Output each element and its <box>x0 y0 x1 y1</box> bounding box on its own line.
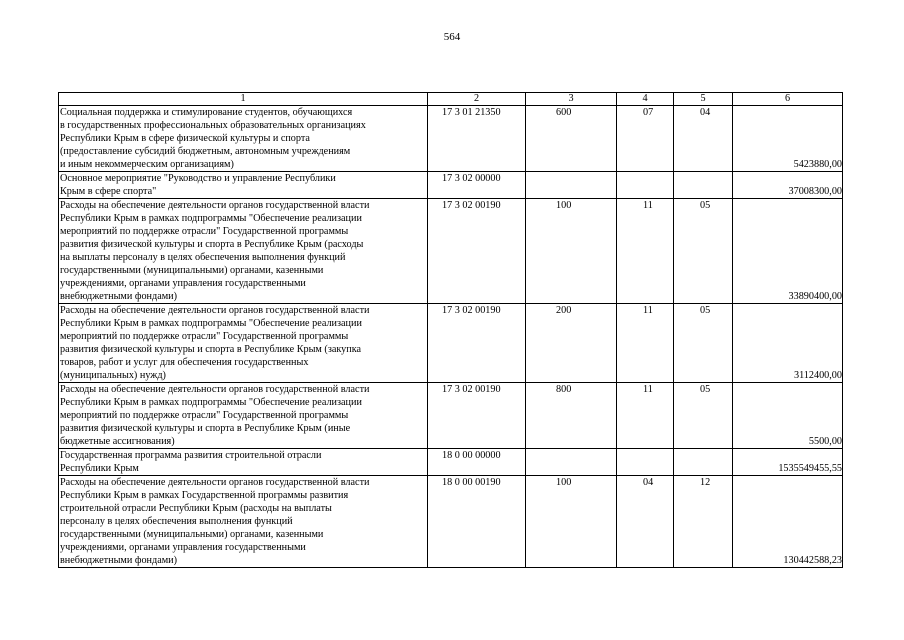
row-name-line: развития физической культуры и спорта в Республике Крым (расходы <box>60 239 364 250</box>
table-row <box>59 383 843 449</box>
row-c3-cell: 100 <box>526 476 617 568</box>
table-row <box>59 106 843 172</box>
row-c3-cell <box>526 449 617 476</box>
row-c5-cell: 04 <box>674 106 733 172</box>
row-name-line: развития физической культуры и спорта в Республике Крым (иные <box>60 423 351 434</box>
row-name-line: Расходы на обеспечение деятельности органов государственной власти <box>60 200 370 211</box>
row-name-cell <box>59 172 428 199</box>
row-name-line: бюджетные ассигнования) <box>60 436 175 447</box>
row-c3-cell <box>526 172 617 199</box>
row-name-line: персоналу в целях обеспечения выполнения функций <box>60 516 293 527</box>
row-c5-cell <box>674 172 733 199</box>
row-amount-cell: 130442588,23 <box>733 476 843 568</box>
row-name-line: Расходы на обеспечение деятельности органов государственной власти <box>60 477 370 488</box>
table-row <box>59 476 843 568</box>
row-c3-cell: 800 <box>526 383 617 449</box>
row-name-line: внебюджетными фондами) <box>60 555 178 566</box>
table-row <box>59 449 843 476</box>
row-c3-cell: 200 <box>526 304 617 383</box>
row-name-line: в государственных профессиональных образовательных организациях <box>60 120 366 131</box>
row-name-line: товаров, работ и услуг для обеспечения государственных <box>60 357 309 368</box>
row-name-line: Социальная поддержка и стимулирование студентов, обучающихся <box>60 107 353 118</box>
row-name-line: Основное мероприятие "Руководство и управление Республики <box>60 173 336 184</box>
row-code-cell: 17 3 02 00190 <box>428 383 526 449</box>
row-name-line: Крым в сфере спорта" <box>60 186 157 197</box>
row-amount-cell: 3112400,00 <box>733 304 843 383</box>
table-row <box>59 304 843 383</box>
header-cell: 1 <box>59 93 428 106</box>
row-name-cell <box>59 476 428 568</box>
row-name-line: Республики Крым в рамках подпрограммы "Обеспечение реализации <box>60 213 362 224</box>
row-c5-cell: 05 <box>674 383 733 449</box>
row-code-cell: 17 3 02 00000 <box>428 172 526 199</box>
row-code-cell: 17 3 01 21350 <box>428 106 526 172</box>
header-cell: 4 <box>617 93 674 106</box>
row-c4-cell: 11 <box>617 383 674 449</box>
header-row <box>59 93 843 106</box>
row-name-line: и иным некоммерческим организациям) <box>60 159 234 170</box>
row-code-cell: 18 0 00 00000 <box>428 449 526 476</box>
row-name-cell <box>59 449 428 476</box>
row-name-line: Республики Крым в рамках подпрограммы "Обеспечение реализации <box>60 318 362 329</box>
row-c5-cell: 12 <box>674 476 733 568</box>
row-c4-cell: 07 <box>617 106 674 172</box>
row-c4-cell: 11 <box>617 304 674 383</box>
row-code-cell: 17 3 02 00190 <box>428 199 526 304</box>
row-name-line: Республики Крым в сфере физической культуры и спорта <box>60 133 310 144</box>
row-name-line: Расходы на обеспечение деятельности органов государственной власти <box>60 384 370 395</box>
row-c5-cell: 05 <box>674 304 733 383</box>
row-c4-cell <box>617 172 674 199</box>
row-name-line: (предоставление субсидий бюджетным, автономным учреждениям <box>60 146 351 157</box>
row-amount-cell: 37008300,00 <box>733 172 843 199</box>
row-c3-cell: 600 <box>526 106 617 172</box>
row-name-line: Государственная программа развития строительной отрасли <box>60 450 322 461</box>
row-code-cell: 18 0 00 00190 <box>428 476 526 568</box>
row-name-cell <box>59 383 428 449</box>
row-name-line: мероприятий по поддержке отрасли" Государственной программы <box>60 410 349 421</box>
row-name-line: развития физической культуры и спорта в Республике Крым (закупка <box>60 344 362 355</box>
row-c3-cell: 100 <box>526 199 617 304</box>
row-name-cell <box>59 106 428 172</box>
row-c5-cell: 05 <box>674 199 733 304</box>
page-number: 564 <box>443 31 461 43</box>
header-cell: 2 <box>428 93 526 106</box>
header-cell: 3 <box>526 93 617 106</box>
budget-table <box>58 92 843 568</box>
row-amount-cell: 5500,00 <box>733 383 843 449</box>
header-cell: 6 <box>733 93 843 106</box>
row-name-line: мероприятий по поддержке отрасли" Государственной программы <box>60 226 349 237</box>
row-name-line: учреждениями, органами управления государственными <box>60 542 306 553</box>
row-name-line: мероприятий по поддержке отрасли" Государственной программы <box>60 331 349 342</box>
row-amount-cell: 33890400,00 <box>733 199 843 304</box>
row-name-line: строительной отрасли Республики Крым (расходы на выплаты <box>60 503 332 514</box>
table-row <box>59 199 843 304</box>
row-c4-cell: 11 <box>617 199 674 304</box>
row-code-cell: 17 3 02 00190 <box>428 304 526 383</box>
row-name-line: учреждениями, органами управления государственными <box>60 278 306 289</box>
row-amount-cell: 5423880,00 <box>733 106 843 172</box>
row-name-line: Республики Крым в рамках Государственной программы развития <box>60 490 349 501</box>
row-name-cell <box>59 304 428 383</box>
row-name-line: на выплаты персоналу в целях обеспечения выполнения функций <box>60 252 346 263</box>
row-name-line: Расходы на обеспечение деятельности органов государственной власти <box>60 305 370 316</box>
row-c5-cell <box>674 449 733 476</box>
row-name-line: внебюджетными фондами) <box>60 291 178 302</box>
row-name-line: Республики Крым <box>60 463 139 474</box>
row-name-line: Республики Крым в рамках подпрограммы "Обеспечение реализации <box>60 397 362 408</box>
table-body <box>59 93 843 568</box>
row-amount-cell: 1535549455,55 <box>733 449 843 476</box>
table-row <box>59 172 843 199</box>
row-c4-cell: 04 <box>617 476 674 568</box>
row-c4-cell <box>617 449 674 476</box>
row-name-line: государственными (муниципальными) органами, казенными <box>60 265 324 276</box>
row-name-cell <box>59 199 428 304</box>
row-name-line: (муниципальных) нужд) <box>60 370 166 381</box>
row-name-line: государственными (муниципальными) органами, казенными <box>60 529 324 540</box>
header-cell: 5 <box>674 93 733 106</box>
